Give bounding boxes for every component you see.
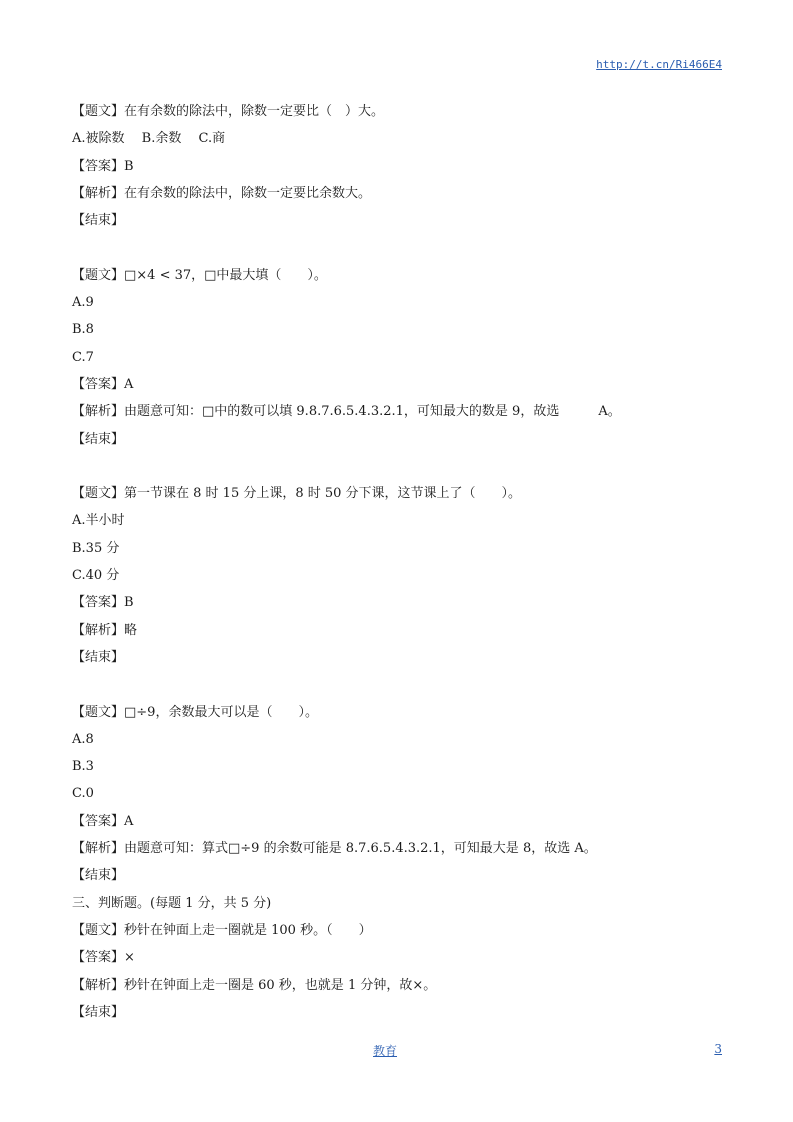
question-1-stem: 【题文】在有余数的除法中，除数一定要比（ ）大。 xyxy=(72,104,385,119)
spacer xyxy=(72,671,732,698)
question-3-option-b: B.35 分 xyxy=(72,540,120,556)
section-heading: 三、判断题。(每题 1 分，共 5 分) xyxy=(72,895,272,911)
question-2-answer: 【答案】A xyxy=(72,376,134,392)
question-4-stem: 【题文】□÷9，余数最大可以是（ ）。 xyxy=(72,704,318,720)
question-3-end: 【结束】 xyxy=(72,649,125,665)
header-link[interactable]: http://t.cn/Ri466E4 xyxy=(596,58,722,71)
question-4-analysis: 【解析】由题意可知：算式□÷9 的余数可能是 8.7.6.5.4.3.2.1，可知最大是 8，故选 A。 xyxy=(72,841,597,857)
question-4-option-c: C.0 xyxy=(72,786,94,802)
question-4-answer: 【答案】A xyxy=(72,813,134,829)
document-body xyxy=(72,98,732,1026)
question-4-option-a: A.8 xyxy=(72,731,94,747)
question-1-analysis: 【解析】在有余数的除法中，除数一定要比余数大。 xyxy=(72,185,372,201)
question-3-option-a: A.半小时 xyxy=(72,513,125,529)
question-2-analysis: 【解析】由题意可知：□中的数可以填 9.8.7.6.5.4.3.2.1，可知最大的数是 9，故选 A。 xyxy=(72,404,621,420)
question-2-option-c: C.7 xyxy=(72,349,94,365)
question-3-option-c: C.40 分 xyxy=(72,568,120,584)
question-2-option-a: A.9 xyxy=(72,295,94,311)
question-3-stem: 【题文】第一节课在 8 时 15 分上课，8 时 50 分下课，这节课上了（ ）。 xyxy=(72,486,522,502)
question-5-end: 【结束】 xyxy=(72,1004,125,1020)
question-5-stem: 【题文】秒针在钟面上走一圈就是 100 秒。（ ） xyxy=(72,922,372,938)
spacer xyxy=(72,234,732,261)
question-2-stem: 【题文】□×4 < 37，□中最大填（ ）。 xyxy=(72,267,327,283)
question-5-answer: 【答案】× xyxy=(72,950,135,966)
question-1-end: 【结束】 xyxy=(72,213,125,229)
question-1-answer: 【答案】B xyxy=(72,158,134,174)
question-2-option-b: B.8 xyxy=(72,322,94,338)
page-number[interactable]: 3 xyxy=(714,1042,722,1056)
question-3-analysis: 【解析】略 xyxy=(72,622,138,638)
question-5-analysis: 【解析】秒针在钟面上走一圈是 60 秒，也就是 1 分钟，故×。 xyxy=(72,977,437,993)
spacer xyxy=(72,453,732,480)
question-3-answer: 【答案】B xyxy=(72,595,134,611)
footer-link[interactable]: 教育 xyxy=(373,1044,398,1058)
question-4-end: 【结束】 xyxy=(72,868,125,884)
question-1-options: A.被除数 B.余数 C.商 xyxy=(72,131,226,147)
question-2-end: 【结束】 xyxy=(72,431,125,447)
question-4-option-b: B.3 xyxy=(72,759,94,775)
